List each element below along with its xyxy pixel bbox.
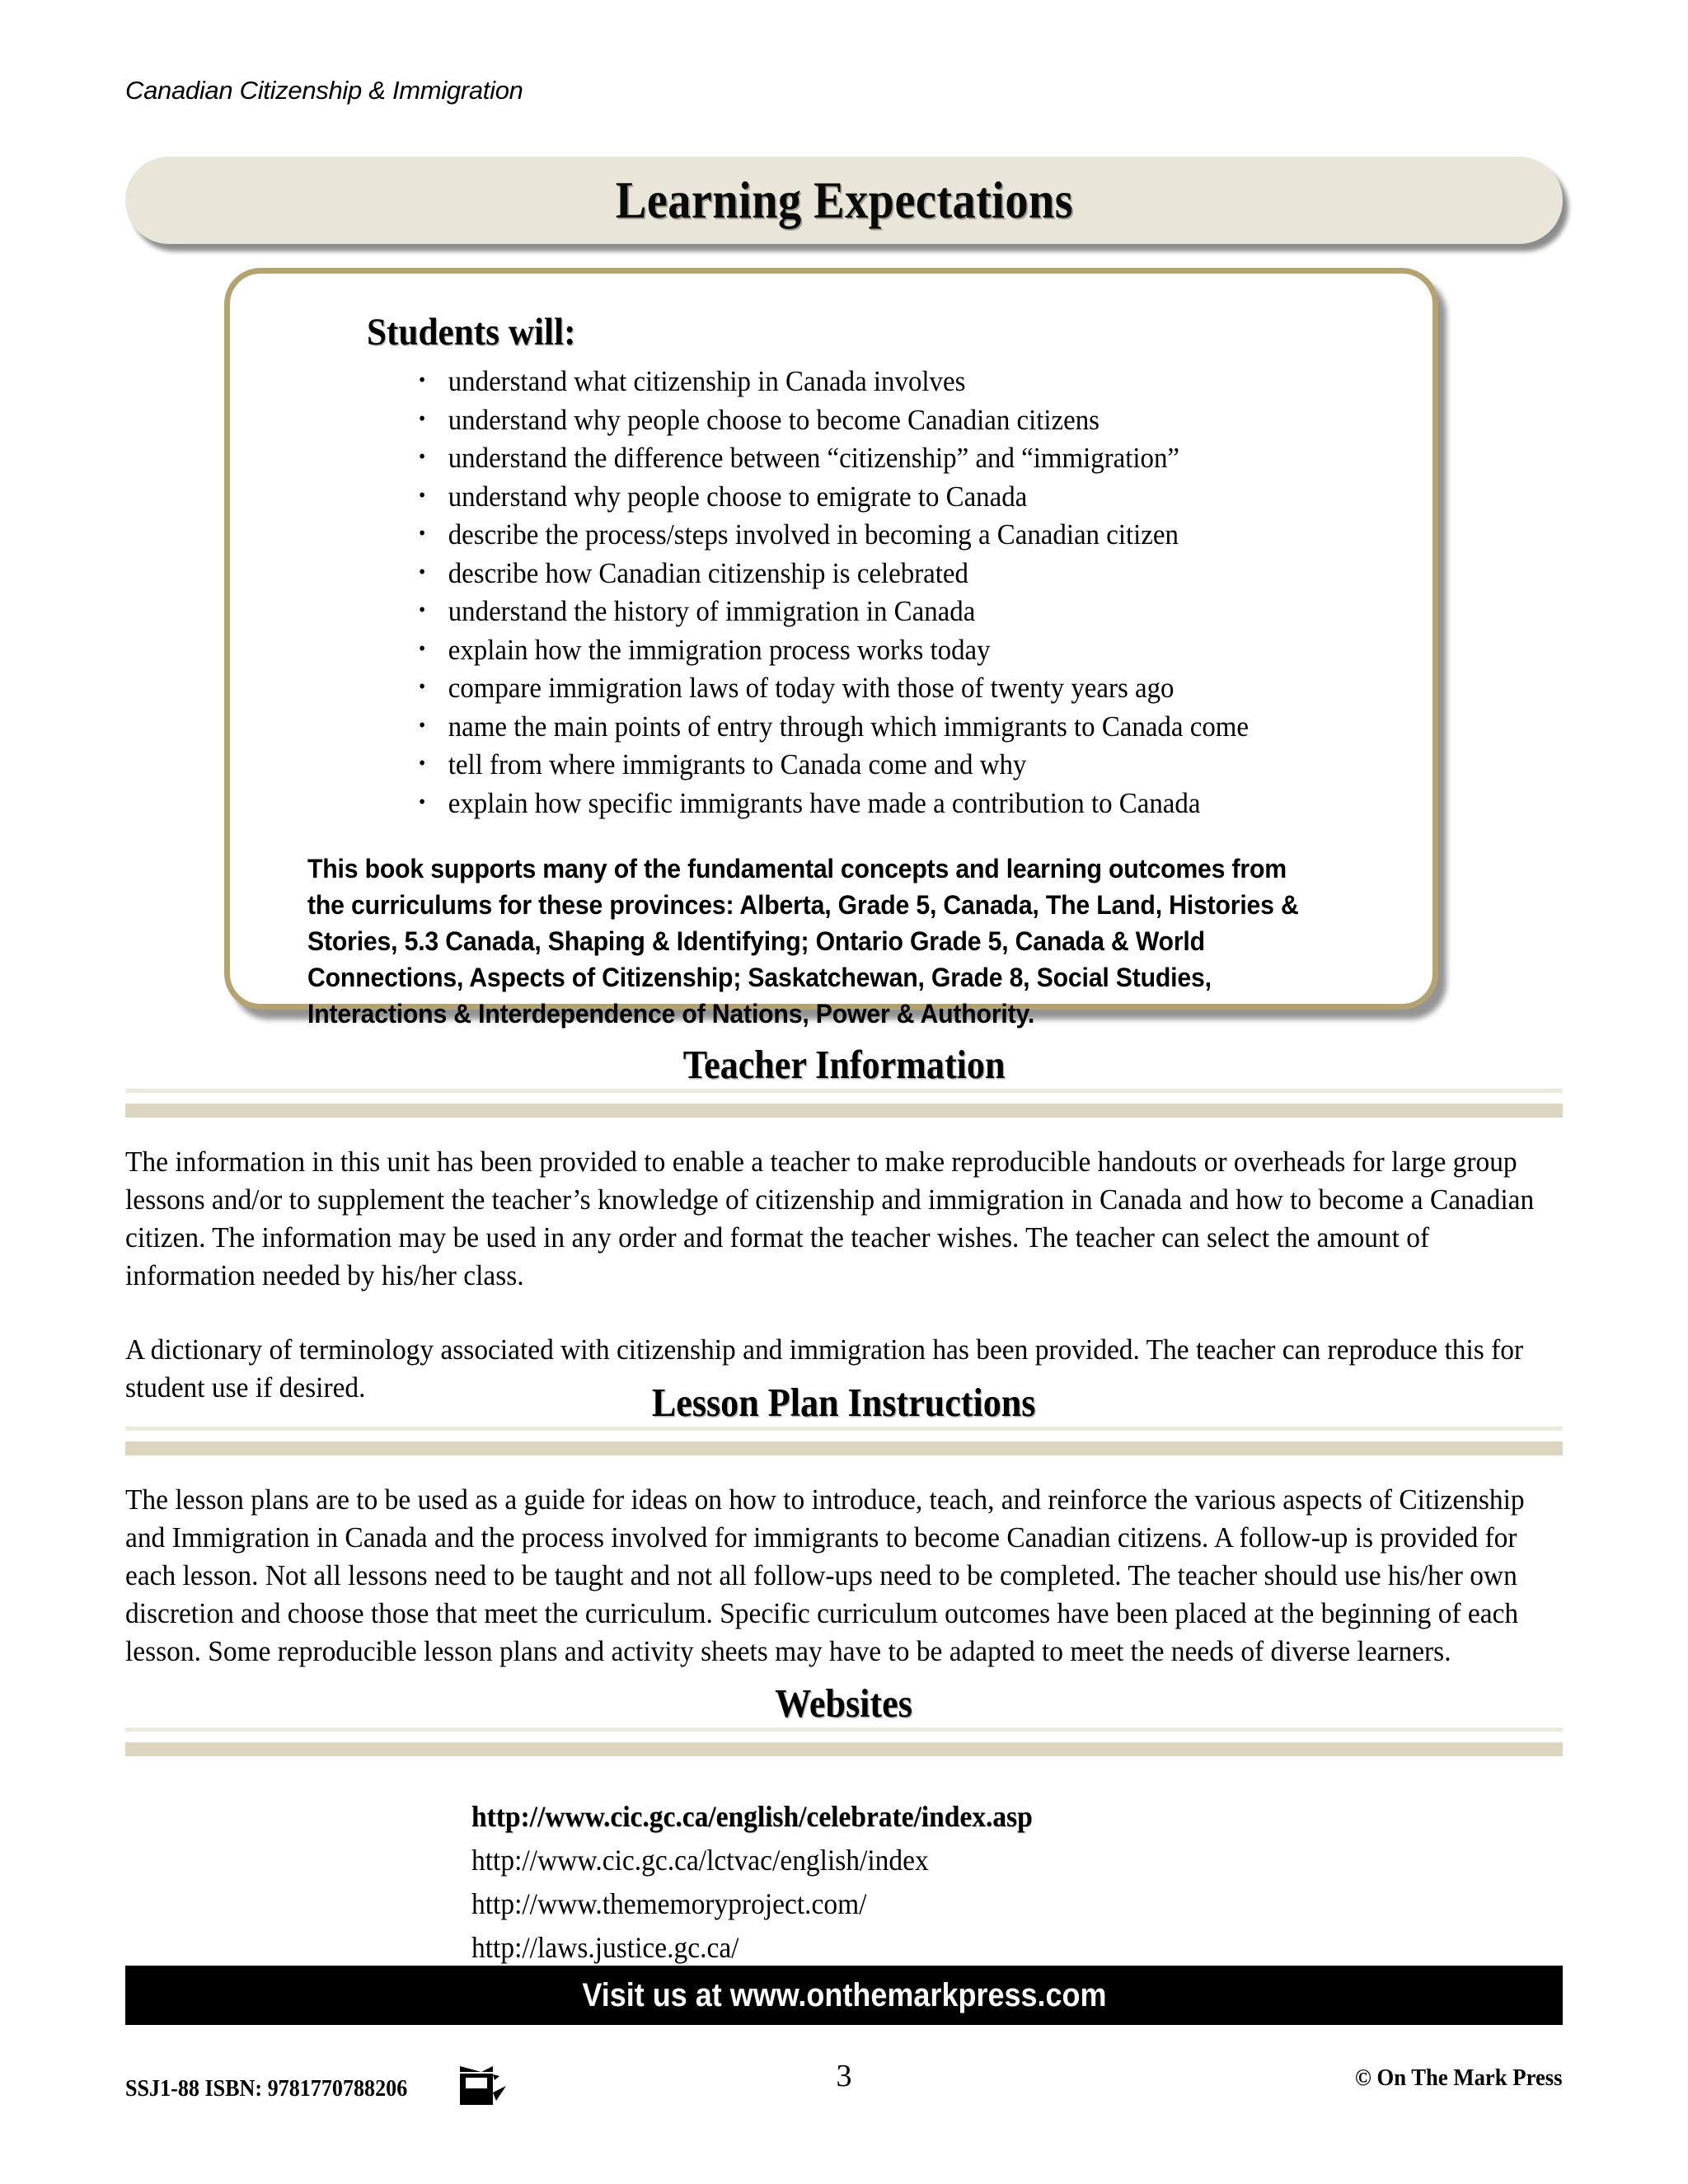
rule-thin (125, 1089, 1563, 1093)
teacher-information-paragraph-1: The information in this unit has been provided to enable a teacher to make reproducible handouts or overheads for large group lessons and/or to supplement the teacher’s knowledge of citizenship and immigration in Canada and how to become a Canadian citizen. The information may be used in any order and format the teacher wishes. The teacher can select the amount of information needed by his/her class. (125, 1146, 1535, 1291)
website-link[interactable]: http://www.cic.gc.ca/english/celebrate/index.asp (471, 1800, 1033, 1833)
lesson-plan-instructions-section (125, 1372, 1563, 1671)
list-item: • explain how specific immigrants have made a contribution to Canada (419, 785, 1338, 823)
students-will-heading: Students will: (367, 311, 576, 354)
website-link[interactable]: http://laws.justice.gc.ca/ (471, 1931, 739, 1964)
learning-expectations-box (224, 268, 1438, 1029)
websites-section (125, 1673, 1563, 1970)
lesson-plan-instructions-heading: Lesson Plan Instructions (640, 1379, 1048, 1426)
rule-thin (125, 1427, 1563, 1431)
copyright-text: © On The Mark Press (1355, 2064, 1563, 2091)
list-item: • understand the difference between “citizenship” and “immigration” (419, 439, 1338, 478)
section-heading-rule-group (125, 1372, 1563, 1451)
list-item: • understand why people choose to become Canadian citizens (419, 401, 1338, 440)
list-item: • name the main points of entry through which immigrants to Canada come (419, 708, 1338, 747)
teacher-information-heading: Teacher Information (671, 1041, 1017, 1088)
list-item: • describe the process/steps involved in becoming a Canadian citizen (419, 516, 1338, 555)
rule-thin (125, 1727, 1563, 1732)
visit-us-bar (125, 1966, 1563, 2025)
rule-thick (125, 1441, 1563, 1455)
running-head: Canadian Citizenship & Immigration (125, 76, 523, 105)
section-heading-rule-group (125, 1034, 1563, 1113)
list-item: • explain how the immigration process works today (419, 631, 1338, 670)
lesson-plan-paragraph-1: The lesson plans are to be used as a guide for ideas on how to introduce, teach, and reinforce the various aspects of Citizenship and Immigration in Canada and the process involved for immigrants to become Canadian citizens. A follow-up is provided for each lesson. Not all lessons need to be taught and not all follow-ups need to be completed. The teacher should use his/her own discretion and choose those that meet the curriculum. Specific curriculum outcomes have been placed at the beginning of each lesson. Some reproducible lesson plans and activity sheets may have to be adapted to meet the needs of diverse learners. (125, 1483, 1525, 1667)
list-item: • understand the history of immigration in Canada (419, 593, 1338, 631)
rule-thick (125, 1104, 1563, 1118)
list-item: • understand why people choose to emigrate to Canada (419, 478, 1338, 517)
list-item: • compare immigration laws of today with those of twenty years ago (419, 669, 1338, 708)
teacher-information-section (125, 1034, 1563, 1407)
section-title (125, 1041, 1563, 1088)
title-banner (125, 157, 1563, 244)
page-footer (125, 2056, 1563, 2114)
section-title (125, 1379, 1563, 1426)
expectations-list (419, 363, 1396, 823)
page-number: 3 (836, 2059, 852, 2093)
list-item: • describe how Canadian citizenship is celebrated (419, 555, 1338, 593)
website-list (471, 1795, 1563, 1970)
isbn-text: SSJ1-88 ISBN: 9781770788206 (125, 2074, 408, 2102)
section-title (125, 1680, 1563, 1727)
list-item: • tell from where immigrants to Canada come and why (419, 746, 1338, 785)
curriculum-support-note: This book supports many of the fundamental concepts and learning outcomes from the curriculums for these provinces: Alberta, Grade 5, Canada, The Land, Histories & Stories, 5.3 Canada, Shaping & Identifying; Ontario Grade 5, Canada & World Connections, Aspects of Citizenship; Saskatchewan, Grade 8, Social Studies, Interactions & Interdependence of Nations, Power & Authority. (307, 854, 1299, 1029)
page-title: Learning Expectations (615, 171, 1073, 229)
website-link[interactable]: http://www.cic.gc.ca/lctvac/english/index (471, 1844, 929, 1877)
visit-us-text: Visit us at www.onthemarkpress.com (581, 1976, 1107, 2013)
websites-heading: Websites (763, 1680, 924, 1727)
list-item: • understand what citizenship in Canada involves (419, 363, 1338, 401)
website-link[interactable]: http://www.thememoryproject.com/ (471, 1887, 867, 1920)
rule-thick (125, 1742, 1563, 1756)
section-heading-rule-group (125, 1673, 1563, 1752)
teacher-information-paragraph-2: A dictionary of terminology associated with citizenship and immigration has been provided. The teacher can reproduce this for student use if desired. (125, 1333, 1524, 1404)
